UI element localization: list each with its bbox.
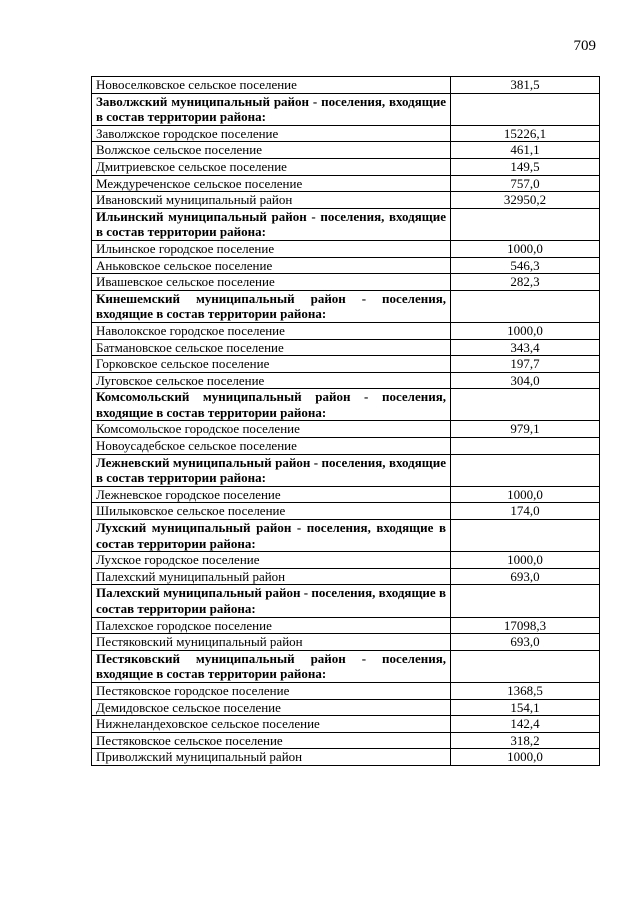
table-row	[92, 568, 600, 585]
settlement-name-cell: Новоусадебское сельское поселение	[92, 438, 451, 455]
amount-cell: 1000,0	[451, 749, 600, 766]
settlement-name-cell: Ильинское городское поселение	[92, 240, 451, 257]
district-header-cell: Кинешемский муниципальный район - поселения, входящие в состав территории района:	[92, 290, 451, 322]
amount-cell: 381,5	[451, 77, 600, 94]
district-header-cell: Палехский муниципальный район - поселения, входящие в состав территории района:	[92, 585, 451, 617]
table-row	[92, 732, 600, 749]
amount-cell: 461,1	[451, 142, 600, 159]
table-row	[92, 749, 600, 766]
amount-cell	[451, 389, 600, 421]
district-header-row	[92, 520, 600, 552]
district-header-cell: Ильинский муниципальный район - поселения, входящие в состав территории района:	[92, 208, 451, 240]
settlement-name-cell: Междуреченское сельское поселение	[92, 175, 451, 192]
table-row	[92, 142, 600, 159]
settlement-name-cell: Лухское городское поселение	[92, 552, 451, 569]
amount-cell: 757,0	[451, 175, 600, 192]
amount-cell	[451, 438, 600, 455]
amount-cell: 142,4	[451, 716, 600, 733]
settlement-name-cell: Луговское сельское поселение	[92, 372, 451, 389]
settlement-name-cell: Приволжский муниципальный район	[92, 749, 451, 766]
settlement-name-cell: Палехский муниципальный район	[92, 568, 451, 585]
amount-cell: 282,3	[451, 274, 600, 291]
amount-cell	[451, 208, 600, 240]
amount-cell: 693,0	[451, 568, 600, 585]
table-row	[92, 356, 600, 373]
table-row	[92, 682, 600, 699]
table-row	[92, 192, 600, 209]
settlement-name-cell: Новоселковское сельское поселение	[92, 77, 451, 94]
district-header-row	[92, 208, 600, 240]
district-header-cell: Лежневский муниципальный район - поселения, входящие в состав территории района:	[92, 454, 451, 486]
settlement-name-cell: Пестяковское городское поселение	[92, 682, 451, 699]
district-header-row	[92, 650, 600, 682]
settlement-name-cell: Комсомольское городское поселение	[92, 421, 451, 438]
table-row	[92, 77, 600, 94]
settlement-name-cell: Пестяковское сельское поселение	[92, 732, 451, 749]
amount-cell: 149,5	[451, 158, 600, 175]
settlement-name-cell: Ивановский муниципальный район	[92, 192, 451, 209]
table-row	[92, 240, 600, 257]
district-header-row	[92, 454, 600, 486]
settlement-name-cell: Волжское сельское поселение	[92, 142, 451, 159]
amount-cell: 343,4	[451, 339, 600, 356]
amount-cell: 154,1	[451, 699, 600, 716]
amount-cell	[451, 520, 600, 552]
settlement-name-cell: Нижнеландеховское сельское поселение	[92, 716, 451, 733]
budget-table	[91, 76, 600, 766]
table-row	[92, 339, 600, 356]
table-row	[92, 175, 600, 192]
table-row	[92, 322, 600, 339]
table-row	[92, 699, 600, 716]
district-header-row	[92, 585, 600, 617]
settlement-name-cell: Наволокское городское поселение	[92, 322, 451, 339]
settlement-name-cell: Дмитриевское сельское поселение	[92, 158, 451, 175]
table-row	[92, 257, 600, 274]
amount-cell	[451, 290, 600, 322]
amount-cell: 174,0	[451, 503, 600, 520]
table-row	[92, 503, 600, 520]
settlement-name-cell: Аньковское сельское поселение	[92, 257, 451, 274]
table-row	[92, 716, 600, 733]
settlement-name-cell: Демидовское сельское поселение	[92, 699, 451, 716]
district-header-row	[92, 389, 600, 421]
amount-cell: 693,0	[451, 634, 600, 651]
table-row	[92, 552, 600, 569]
table-row	[92, 372, 600, 389]
settlement-name-cell: Шилыковское сельское поселение	[92, 503, 451, 520]
table-row	[92, 421, 600, 438]
table-row	[92, 438, 600, 455]
district-header-row	[92, 93, 600, 125]
amount-cell	[451, 93, 600, 125]
amount-cell: 1000,0	[451, 486, 600, 503]
district-header-row	[92, 290, 600, 322]
table-row	[92, 125, 600, 142]
amount-cell	[451, 650, 600, 682]
amount-cell: 1368,5	[451, 682, 600, 699]
amount-cell: 1000,0	[451, 552, 600, 569]
settlement-name-cell: Батмановское сельское поселение	[92, 339, 451, 356]
amount-cell: 304,0	[451, 372, 600, 389]
settlement-name-cell: Пестяковский муниципальный район	[92, 634, 451, 651]
amount-cell: 1000,0	[451, 322, 600, 339]
amount-cell	[451, 585, 600, 617]
table-row	[92, 617, 600, 634]
amount-cell	[451, 454, 600, 486]
settlement-name-cell: Палехское городское поселение	[92, 617, 451, 634]
table-row	[92, 274, 600, 291]
amount-cell: 546,3	[451, 257, 600, 274]
table-row	[92, 634, 600, 651]
settlement-name-cell: Горковское сельское поселение	[92, 356, 451, 373]
amount-cell: 1000,0	[451, 240, 600, 257]
district-header-cell: Комсомольский муниципальный район - поселения, входящие в состав территории района:	[92, 389, 451, 421]
page-number: 709	[573, 38, 596, 54]
amount-cell: 17098,3	[451, 617, 600, 634]
table-row	[92, 486, 600, 503]
amount-cell: 15226,1	[451, 125, 600, 142]
table-row	[92, 158, 600, 175]
amount-cell: 197,7	[451, 356, 600, 373]
amount-cell: 979,1	[451, 421, 600, 438]
district-header-cell: Пестяковский муниципальный район - поселения, входящие в состав территории района:	[92, 650, 451, 682]
amount-cell: 318,2	[451, 732, 600, 749]
table-body	[92, 77, 600, 766]
settlement-name-cell: Заволжское городское поселение	[92, 125, 451, 142]
settlement-name-cell: Ивашевское сельское поселение	[92, 274, 451, 291]
settlement-name-cell: Лежневское городское поселение	[92, 486, 451, 503]
district-header-cell: Лухский муниципальный район - поселения, входящие в состав территории района:	[92, 520, 451, 552]
amount-cell: 32950,2	[451, 192, 600, 209]
district-header-cell: Заволжский муниципальный район - поселения, входящие в состав территории района:	[92, 93, 451, 125]
